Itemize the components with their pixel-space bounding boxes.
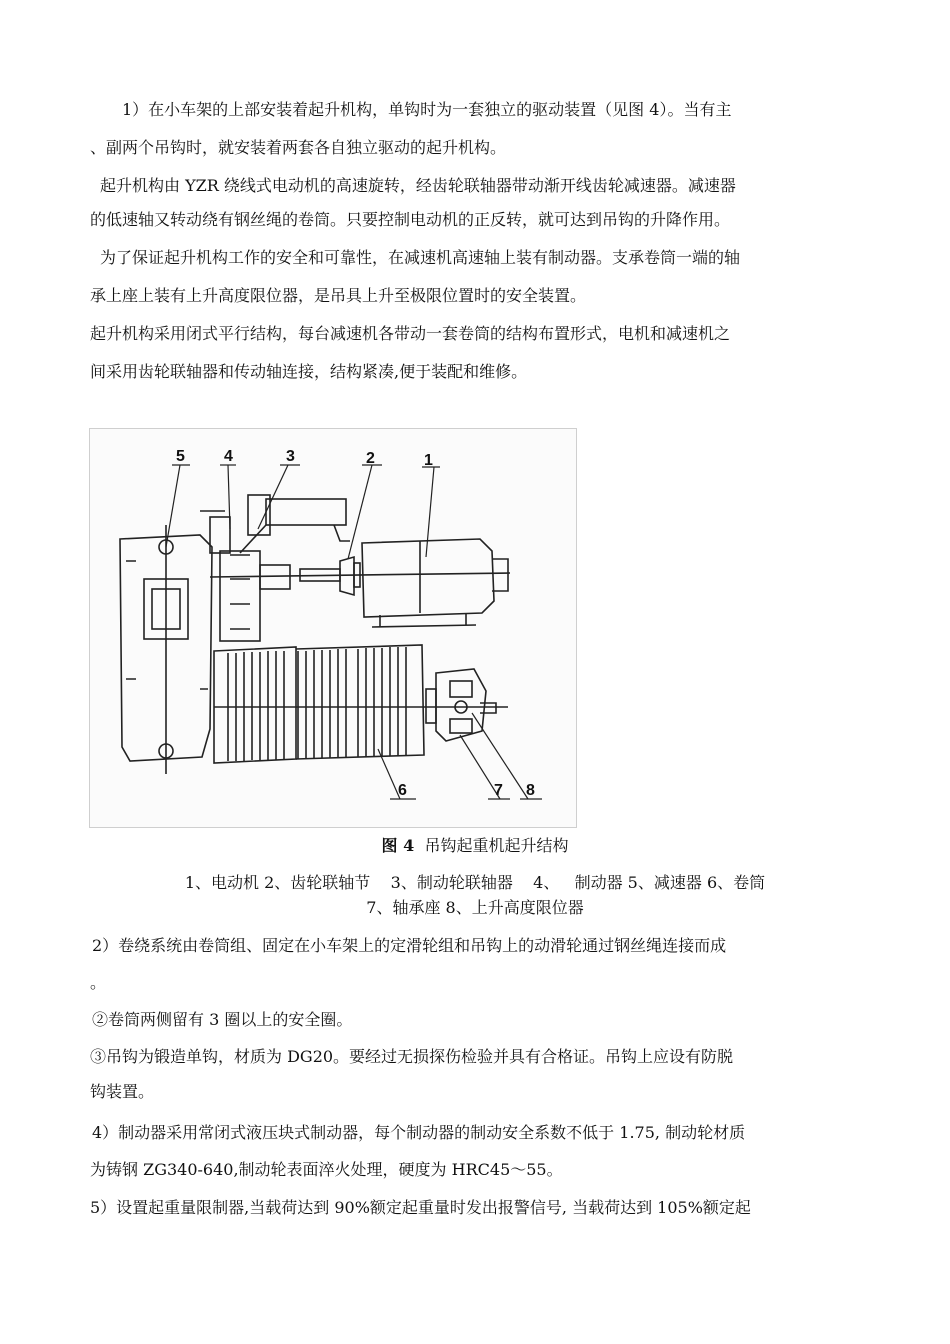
brake-drawing (200, 495, 350, 641)
paragraph-line: 、副两个吊钩时，就安装着两套各自独立驱动的起升机构。 (90, 138, 507, 157)
paragraph-line: 起升机构采用闭式平行结构，每台减速机各带动一套卷筒的结构布置形式，电机和减速机之 (90, 324, 731, 343)
label-2: 2 (366, 450, 375, 467)
paragraph-line: 4）制动器采用常闭式液压块式制动器，每个制动器的制动安全系数不低于 1.75, 制动轮材质 (92, 1123, 746, 1142)
hoisting-mechanism-figure (89, 428, 577, 828)
paragraph-line: 5）设置起重量限制器,当载荷达到 90%额定起重量时发出报警信号, 当载荷达到 105%额定起 (90, 1198, 751, 1217)
paragraph-line: 为铸钢 ZG340-640,制动轮表面淬火处理，硬度为 HRC45～55。 (90, 1160, 563, 1179)
label-1: 1 (424, 452, 433, 469)
drum-drawing (214, 645, 508, 763)
label-5: 5 (176, 448, 185, 465)
reducer-drawing (120, 525, 212, 774)
mechanism-drawing (90, 429, 576, 827)
motor-drawing (362, 539, 508, 627)
paragraph-line: 2）卷绕系统由卷筒组、固定在小车架上的定滑轮组和吊钩上的动滑轮通过钢丝绳连接而成 (92, 936, 727, 955)
paragraph-line: ③吊钩为锻造单钩，材质为 DG20。要经过无损探伤检验并具有合格证。吊钩上应设有防脱 (90, 1047, 734, 1066)
paragraph-line: ②卷筒两侧留有 3 圈以上的安全圈。 (92, 1010, 353, 1029)
paragraph-line: 为了保证起升机构工作的安全和可靠性，在减速机高速轴上装有制动器。支承卷筒一端的轴 (100, 248, 741, 267)
label-3: 3 (286, 448, 295, 465)
label-8: 8 (526, 782, 535, 799)
bearing-seat-drawing (436, 669, 496, 741)
label-4: 4 (224, 448, 233, 465)
label-6: 6 (398, 782, 407, 799)
shaft-drawing (210, 557, 510, 595)
figure-caption (0, 836, 950, 856)
paragraph-line: 间采用齿轮联轴器和传动轴连接，结构紧凑,便于装配和维修。 (90, 362, 528, 381)
paragraph-line: 。 (90, 973, 107, 992)
paragraph-line: 承上座上装有上升高度限位器，是吊具上升至极限位置时的安全装置。 (90, 286, 587, 305)
paragraph-line: 起升机构由 YZR 绕线式电动机的高速旋转，经齿轮联轴器带动渐开线齿轮减速器。减速器 (100, 176, 736, 195)
figure-caption-prefix: 图 4 (381, 836, 415, 855)
figure-legend-line: 1、电动机 2、齿轮联轴节 3、制动轮联轴器 4、 制动器 5、减速器 6、卷筒 (184, 873, 766, 892)
leader-lines (166, 465, 542, 799)
figure-legend-line: 7、轴承座 8、上升高度限位器 (366, 898, 584, 917)
figure-caption-text: 吊钩起重机起升结构 (424, 836, 569, 855)
paragraph-line: 的低速轴又转动绕有钢丝绳的卷筒。只要控制电动机的正反转，就可达到吊钩的升降作用。 (90, 210, 731, 229)
label-7: 7 (494, 782, 503, 799)
paragraph-line: 1）在小车架的上部安装着起升机构，单钩时为一套独立的驱动装置（见图 4）。当有主 (122, 100, 732, 119)
paragraph-line: 钩装置。 (90, 1082, 155, 1101)
